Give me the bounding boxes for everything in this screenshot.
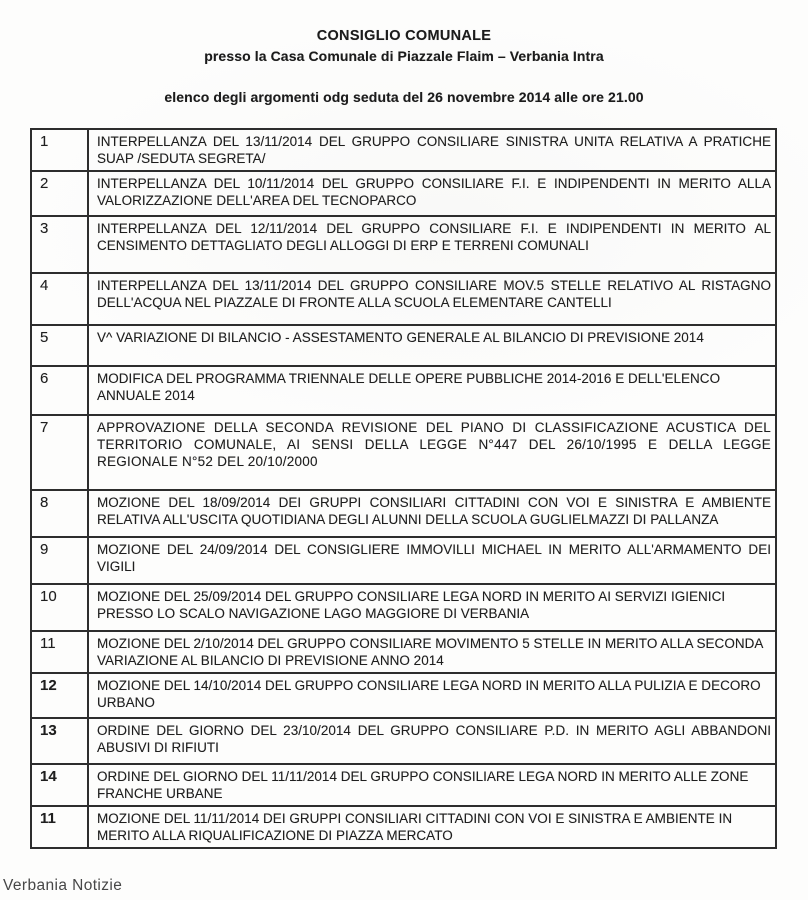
- table-row: [32, 717, 775, 763]
- item-number: 14: [32, 765, 89, 805]
- agenda-intro-line: elenco degli argomenti odg seduta del 26 novembre 2014 alle ore 21.00: [164, 89, 644, 105]
- table-row: [32, 672, 775, 717]
- item-text: INTERPELLANZA DEL 12/11/2014 DEL GRUPPO CONSILIARE F.I. E INDIPENDENTI IN MERITO AL CENSIMENTO DETTAGLIATO DEGLI ALLOGGI DI ERP E TERRENI COMUNALI: [97, 221, 771, 253]
- item-text: ORDINE DEL GIORNO DEL 23/10/2014 DEL GRUPPO CONSILIARE P.D. IN MERITO AGLI ABBANDONI ABUSIVI DI RIFIUTI: [97, 723, 771, 755]
- table-row: [32, 583, 775, 630]
- item-text: MOZIONE DEL 18/09/2014 DEI GRUPPI CONSILIARI CITTADINI CON VOI E SINISTRA E AMBIENTE RELATIVA ALL'USCITA QUOTIDIANA DEGLI ALUNNI DELLA SCUOLA GUGLIELMAZZI DI PALLANZA: [97, 495, 771, 527]
- table-row: [32, 536, 775, 583]
- item-number: 5: [32, 326, 89, 365]
- table-row: [32, 365, 775, 414]
- item-text: ORDINE DEL GIORNO DEL 11/11/2014 DEL GRUPPO CONSILIARE LEGA NORD IN MERITO ALLE ZONE FRANCHE URBANE: [97, 769, 749, 801]
- table-row: [32, 170, 775, 215]
- item-text: INTERPELLANZA DEL 10/11/2014 DEL GRUPPO CONSILIARE F.I. E INDIPENDENTI IN MERITO ALLA VALORIZZAZIONE DELL'AREA DEL TECNOPARCO: [97, 176, 771, 208]
- table-row: [32, 215, 775, 272]
- table-row: [32, 414, 775, 489]
- table-row: [32, 805, 775, 847]
- item-number: 8: [32, 491, 89, 536]
- table-row: [32, 324, 775, 365]
- item-number: 3: [32, 217, 89, 272]
- item-text: MOZIONE DEL 25/09/2014 DEL GRUPPO CONSILIARE LEGA NORD IN MERITO AI SERVIZI IGIENICI PRESSO LO SCALO NAVIGAZIONE LAGO MAGGIORE DI VERBANIA: [97, 589, 726, 621]
- item-number: 1: [32, 130, 89, 170]
- item-number: 6: [32, 367, 89, 414]
- item-number: 4: [32, 274, 89, 324]
- table-row: [32, 272, 775, 324]
- table-row: [32, 763, 775, 805]
- table-row: [32, 630, 775, 672]
- item-number: 2: [32, 172, 89, 215]
- item-number: 9: [32, 538, 89, 583]
- item-text: MOZIONE DEL 11/11/2014 DEI GRUPPI CONSILIARI CITTADINI CON VOI E SINISTRA E AMBIENTE IN MERITO ALLA RIQUALIFICAZIONE DI PIAZZA MERCATO: [97, 811, 733, 843]
- document-header: [0, 28, 808, 105]
- document-title: CONSIGLIO COMUNALE: [316, 28, 492, 44]
- item-text: APPROVAZIONE DELLA SECONDA REVISIONE DEL PIANO DI CLASSIFICAZIONE ACUSTICA DEL TERRITORIO COMUNALE, AI SENSI DELLA LEGGE N°447 DEL 26/10/1995 E DELLA LEGGE REGIONALE N°52 DEL 20/10/2000: [97, 420, 771, 469]
- item-text: INTERPELLANZA DEL 13/11/2014 DEL GRUPPO CONSILIARE MOV.5 STELLE RELATIVO AL RISTAGNO DELL'ACQUA NEL PIAZZALE DI FRONTE ALLA SCUOLA ELEMENTARE CANTELLI: [97, 278, 771, 310]
- watermark-text: Verbania Notizie: [3, 877, 123, 894]
- table-row: [32, 489, 775, 536]
- item-number: 7: [32, 416, 89, 489]
- item-text: INTERPELLANZA DEL 13/11/2014 DEL GRUPPO CONSILIARE SINISTRA UNITA RELATIVA A PRATICHE SUAP /SEDUTA SEGRETA/: [97, 134, 771, 166]
- item-text: MOZIONE DEL 2/10/2014 DEL GRUPPO CONSILIARE MOVIMENTO 5 STELLE IN MERITO ALLA SECONDA VARIAZIONE AL BILANCIO DI PREVISIONE ANNO 2014: [97, 636, 763, 668]
- item-text: MODIFICA DEL PROGRAMMA TRIENNALE DELLE OPERE PUBBLICHE 2014-2016 E DELL'ELENCO ANNUALE 2014: [97, 371, 721, 403]
- item-number: 11: [32, 807, 89, 847]
- item-text: MOZIONE DEL 24/09/2014 DEL CONSIGLIERE IMMOVILLI MICHAEL IN MERITO ALL'ARMAMENTO DEI VIGILI: [97, 542, 771, 574]
- item-text: V^ VARIAZIONE DI BILANCIO - ASSESTAMENTO GENERALE AL BILANCIO DI PREVISIONE 2014: [97, 330, 704, 345]
- table-row: [32, 130, 775, 170]
- item-number: 10: [32, 585, 89, 630]
- item-number: 11: [32, 632, 89, 672]
- item-number: 12: [32, 674, 89, 717]
- agenda-table: [30, 128, 777, 849]
- item-text: MOZIONE DEL 14/10/2014 DEL GRUPPO CONSILIARE LEGA NORD IN MERITO ALLA PULIZIA E DECORO URBANO: [97, 678, 761, 710]
- document-location-line: presso la Casa Comunale di Piazzale Flaim – Verbania Intra: [204, 48, 604, 64]
- item-number: 13: [32, 719, 89, 763]
